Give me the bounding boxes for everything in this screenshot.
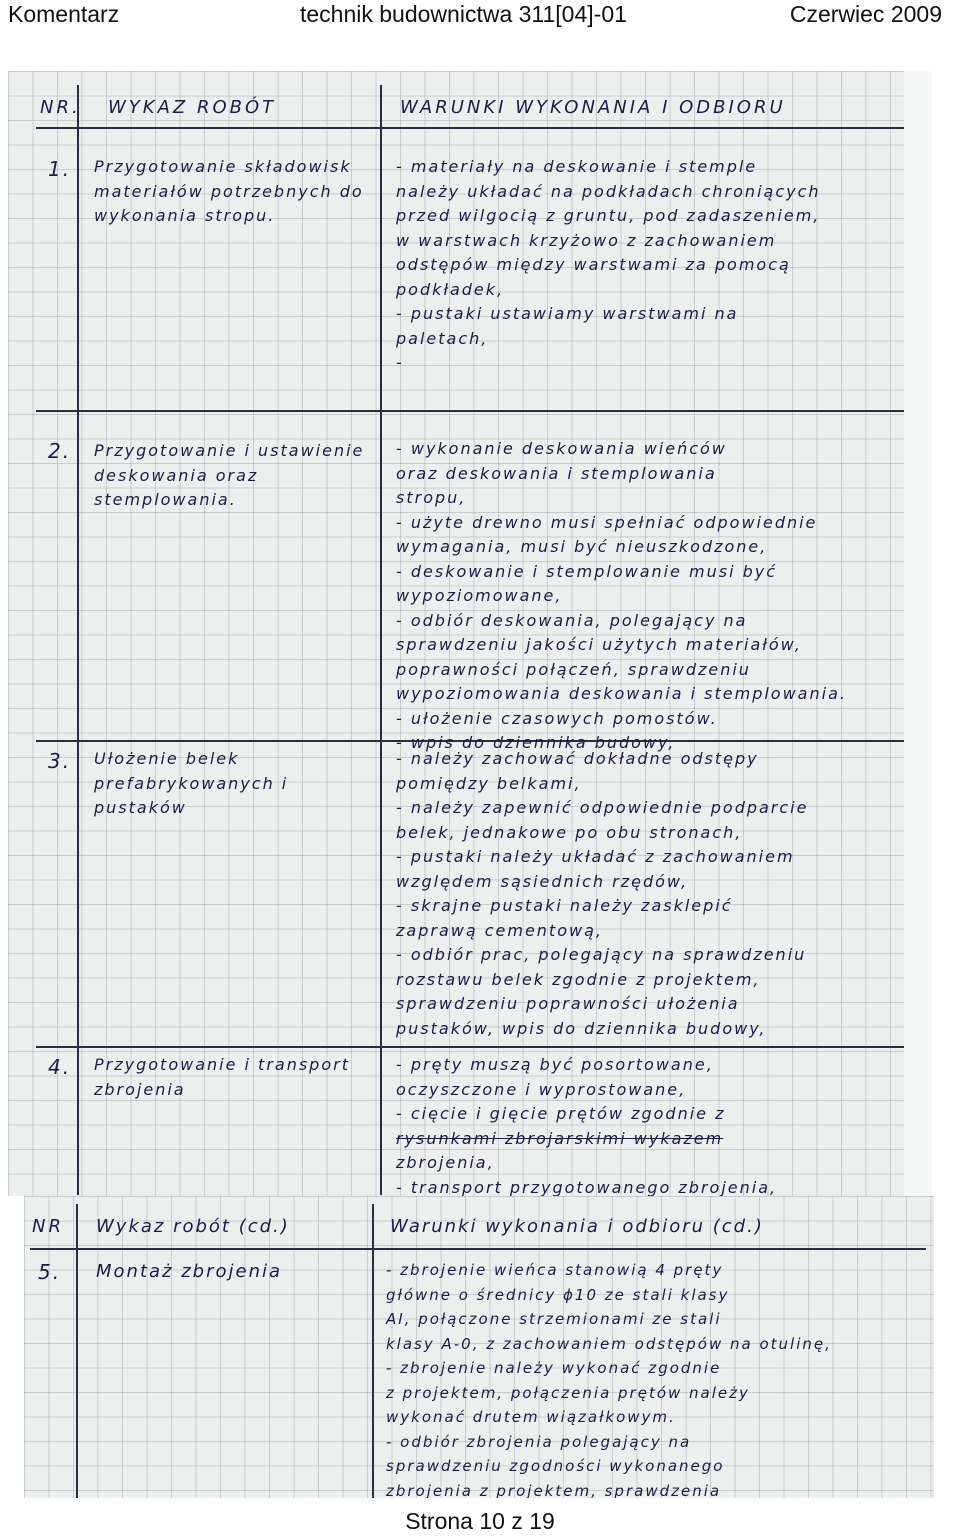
- condition-line: - skrajne pustaki należy zasklepić: [396, 896, 733, 915]
- condition-line: - odbiór prac, polegający na sprawdzeniu: [396, 945, 807, 964]
- condition-line: oczyszczone i wyprostowane,: [396, 1079, 687, 1099]
- condition-line: - deskowanie i stemplowanie musi być: [396, 561, 778, 581]
- handwritten-sheet-2: [24, 1196, 934, 1498]
- condition-line: - odbiór deskowania, polegający na: [396, 610, 748, 630]
- condition-line: - pręty muszą być posortowane,: [396, 1055, 714, 1074]
- condition-line: - materiały na deskowanie i stemple: [396, 157, 758, 176]
- condition-line: pomiędzy belkami,: [396, 773, 582, 793]
- condition-line: główne o średnicy ϕ10 ze stali klasy: [386, 1285, 730, 1304]
- work-description: Montaż zbrojenia: [96, 1261, 283, 1282]
- header-exam-title: technik budownictwa 311[04]-01: [300, 1, 627, 27]
- column-header-conditions: Warunki wykonania i odbioru (cd.): [390, 1216, 764, 1237]
- condition-line: paletach,: [396, 328, 489, 348]
- condition-line: belek, jednakowe po obu stronach,: [396, 822, 743, 842]
- condition-line: sprawdzeniu zgodności wykonanego: [386, 1457, 725, 1475]
- condition-line: przed wilgocią z gruntu, pod zadaszeniem,: [396, 206, 821, 225]
- condition-line: - zbrojenie należy wykonać zgodnie: [386, 1359, 722, 1377]
- condition-line: AI, połączone strzemionami ze stali: [386, 1310, 722, 1328]
- condition-line: zaprawą cementową,: [396, 920, 603, 940]
- row-number: 5.: [38, 1260, 62, 1284]
- work-conditions: [386, 1258, 926, 1498]
- header-section-label: Komentarz: [8, 1, 120, 27]
- work-description: Przygotowanie i ustawienie deskowania oraz stemplowania.: [94, 441, 365, 509]
- column-divider-works: [380, 85, 382, 1195]
- condition-line: stropu,: [396, 488, 467, 507]
- work-description: Przygotowanie składowisk materiałów potrzebnych do wykonania stropu.: [94, 157, 364, 225]
- condition-line: sprawdzeniu jakości użytych materiałów,: [396, 635, 802, 654]
- condition-line: zbrojenia,: [396, 1153, 495, 1172]
- condition-line: - pustaki należy układać z zachowaniem: [396, 847, 795, 866]
- column-header-nr: NR: [32, 1216, 64, 1237]
- condition-line: oraz deskowania i stemplowania: [396, 463, 717, 483]
- work-conditions: [396, 437, 906, 756]
- condition-line: - odbiór zbrojenia polegający na: [386, 1432, 692, 1451]
- row-number: 1.: [48, 157, 72, 181]
- work-conditions: [396, 747, 906, 1041]
- condition-line: - zbrojenie wieńca stanowią 4 pręty: [386, 1261, 724, 1279]
- work-description: Przygotowanie i transport zbrojenia: [94, 1055, 350, 1099]
- condition-line: - wpis do dziennika budowy,: [396, 733, 676, 752]
- condition-line: rysunkami zbrojarskimi wykazem: [396, 1128, 724, 1148]
- condition-line: w warstwach krzyżowo z zachowaniem: [396, 230, 777, 250]
- condition-line: rozstawu belek zgodnie z projektem,: [396, 969, 761, 989]
- column-divider-nr: [77, 85, 79, 1195]
- condition-line: - ułożenie czasowych pomostów.: [396, 708, 718, 728]
- condition-line: należy układać na podkładach chroniących: [396, 181, 821, 201]
- condition-line: wypoziomowane,: [396, 586, 563, 605]
- column-header-conditions: WARUNKI WYKONANIA I ODBIORU: [400, 97, 786, 118]
- condition-line: podkładek,: [396, 279, 505, 299]
- condition-line: z projektem, połączenia prętów należy: [386, 1383, 750, 1402]
- condition-line: sprawdzeniu poprawności ułożenia: [396, 994, 740, 1013]
- condition-line: pustaków, wpis do dziennika budowy,: [396, 1018, 767, 1038]
- page-header: [0, 0, 960, 30]
- condition-line: - cięcie i gięcie prętów zgodnie z: [396, 1104, 726, 1123]
- condition-line: względem sąsiednich rzędów,: [396, 871, 689, 891]
- page-number: Strona 10 z 19: [405, 1508, 555, 1534]
- condition-line: - należy zapewnić odpowiednie podparcie: [396, 798, 809, 817]
- row-number: 2.: [48, 439, 72, 463]
- row-separator: [36, 1046, 908, 1048]
- column-header-works: WYKAZ ROBÓT: [108, 97, 277, 118]
- condition-line: - należy zachować dokładne odstępy: [396, 749, 759, 768]
- condition-line: wymagania, musi być nieuszkodzone,: [396, 537, 768, 556]
- condition-line: - transport przygotowanego zbrojenia,: [396, 1177, 778, 1196]
- header-separator: [30, 1248, 926, 1250]
- row-separator: [36, 410, 908, 412]
- work-conditions: [396, 1053, 906, 1196]
- condition-line: -: [396, 353, 404, 372]
- condition-line: - wykonanie deskowania wieńców: [396, 439, 727, 458]
- condition-line: zbrojenia z projektem, sprawdzenia: [386, 1481, 722, 1498]
- condition-line: odstępów między warstwami za pomocą: [396, 255, 791, 274]
- column-header-works: Wykaz robót (cd.): [96, 1216, 290, 1237]
- header-separator: [36, 127, 908, 129]
- condition-line: wypoziomowania deskowania i stemplowania.: [396, 684, 847, 703]
- condition-line: klasy A-0, z zachowaniem odstępów na otulinę,: [386, 1334, 832, 1353]
- handwritten-sheet-1: [8, 71, 932, 1196]
- header-date: Czerwiec 2009: [789, 1, 942, 27]
- work-description: Ułożenie belek prefabrykowanych i pustaków: [94, 749, 289, 817]
- row-number: 4.: [48, 1055, 72, 1079]
- condition-line: poprawności połączeń, sprawdzeniu: [396, 659, 751, 679]
- work-conditions: [396, 155, 906, 376]
- row-number: 3.: [48, 749, 72, 773]
- condition-line: - pustaki ustawiamy warstwami na: [396, 304, 739, 323]
- column-header-nr: NR.: [40, 97, 81, 118]
- condition-line: - użyte drewno musi spełniać odpowiednie: [396, 512, 818, 532]
- condition-line: wykonać drutem wiązałkowym.: [386, 1408, 676, 1426]
